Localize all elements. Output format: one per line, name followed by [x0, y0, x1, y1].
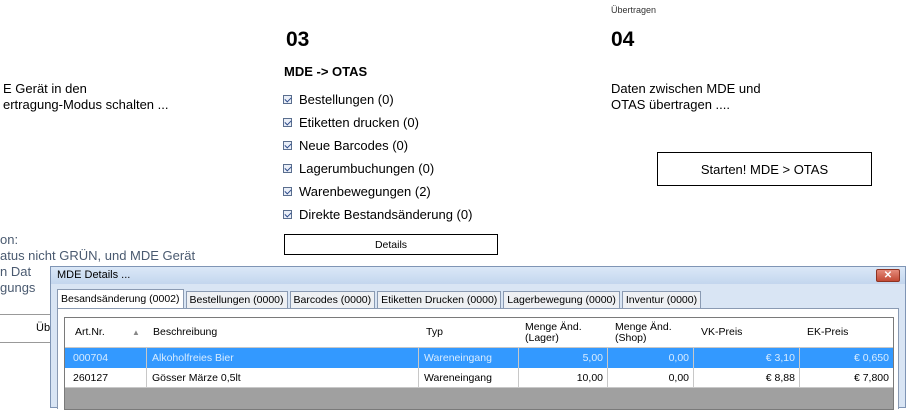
left-step-line2: ertragung-Modus schalten ...	[3, 97, 169, 112]
tab-lagerbewegung[interactable]: Lagerbewegung (0000)	[503, 291, 620, 308]
cell-ek-preis: € 0,650	[853, 352, 889, 364]
checkbox-checked-icon[interactable]	[283, 164, 292, 173]
checkbox-bestellungen[interactable]	[283, 89, 394, 109]
start-transfer-button[interactable]: Starten! MDE > OTAS	[657, 152, 872, 186]
checkbox-lagerumbuchungen[interactable]	[283, 158, 434, 178]
status-hint-line3: n Dat	[0, 264, 32, 279]
dialog-titlebar[interactable]	[51, 267, 905, 284]
column-header-vk-preis[interactable]: VK-Preis	[701, 326, 743, 338]
cell-typ: Wareneingang	[419, 368, 519, 388]
status-hint-line1: on:	[0, 232, 19, 247]
checkbox-label: Bestellungen (0)	[299, 91, 394, 107]
checkbox-etiketten[interactable]	[283, 112, 419, 132]
checkbox-label: Direkte Bestandsänderung (0)	[299, 206, 473, 222]
table-row[interactable]	[65, 368, 893, 388]
checkbox-checked-icon[interactable]	[283, 141, 292, 150]
column-header-menge-lager[interactable]: Menge Änd. (Lager)	[525, 320, 582, 344]
step-03-heading: MDE -> OTAS	[284, 64, 368, 79]
column-header-menge-shop[interactable]: Menge Änd. (Shop)	[615, 320, 672, 344]
sort-ascending-icon: ▲	[132, 328, 140, 337]
tab-inventur[interactable]: Inventur (0000)	[622, 291, 701, 308]
cell-menge-lager: 5,00	[519, 348, 608, 368]
column-header-beschreibung[interactable]: Beschreibung	[153, 326, 218, 338]
details-grid	[64, 317, 894, 410]
checkbox-barcodes[interactable]	[283, 135, 408, 155]
checkbox-label: Lagerumbuchungen (0)	[299, 160, 435, 176]
step-04-text-line1: Daten zwischen MDE und	[611, 81, 761, 96]
checkbox-label: Etiketten drucken (0)	[299, 114, 419, 130]
checkbox-label: Neue Barcodes (0)	[299, 137, 409, 153]
button-fragment-label: Üb	[36, 322, 51, 334]
tab-bestandsaenderung[interactable]: Besandsänderung (0002)	[57, 289, 184, 308]
details-button[interactable]: Details	[284, 234, 498, 255]
checkbox-checked-icon[interactable]	[283, 95, 292, 104]
uebertragen-button-fragment[interactable]	[0, 314, 50, 343]
checkbox-checked-icon[interactable]	[283, 210, 292, 219]
cell-menge-shop: 0,00	[608, 348, 694, 368]
checkbox-checked-icon[interactable]	[283, 187, 292, 196]
cell-beschreibung: Gösser Märze 0,5lt	[147, 368, 419, 388]
cell-art-nr: 260127	[65, 368, 147, 388]
step-04-number: 04	[611, 28, 635, 51]
step-03-number: 03	[286, 28, 310, 51]
mde-details-dialog	[50, 266, 906, 408]
column-header-typ[interactable]: Typ	[426, 326, 443, 338]
status-hint-line4: gungs	[0, 280, 36, 295]
cell-art-nr: 000704	[65, 348, 147, 368]
cell-vk-preis: € 3,10	[694, 348, 800, 368]
cell-vk-preis: € 8,88	[694, 368, 800, 388]
column-header-ek-preis[interactable]: EK-Preis	[807, 326, 849, 338]
checkbox-checked-icon[interactable]	[283, 118, 292, 127]
status-hint-line2: atus nicht GRÜN, und MDE Gerät	[0, 248, 196, 263]
cell-beschreibung: Alkoholfreies Bier	[147, 348, 419, 368]
left-step-line1: E Gerät in den	[3, 81, 87, 96]
checkbox-bestandsaenderung[interactable]	[283, 204, 472, 224]
dialog-title: MDE Details ...	[57, 269, 131, 281]
tab-panel	[57, 308, 899, 409]
cut-off-label: Übertragen	[611, 5, 657, 15]
close-icon[interactable]: ✕	[876, 269, 900, 282]
step-04-text-line2: OTAS übertragen ....	[611, 97, 730, 112]
column-header-art-nr[interactable]: Art.Nr.	[75, 326, 105, 338]
grid-header	[65, 318, 893, 348]
tab-bar	[57, 290, 703, 308]
tab-bestellungen[interactable]: Bestellungen (0000)	[186, 291, 288, 308]
cell-ek-preis: € 7,800	[800, 368, 893, 388]
table-row[interactable]	[65, 348, 893, 368]
cell-typ: Wareneingang	[419, 348, 519, 368]
tab-barcodes[interactable]: Barcodes (0000)	[290, 291, 376, 308]
cell-menge-shop: 0,00	[608, 368, 694, 388]
checkbox-label: Warenbewegungen (2)	[299, 183, 431, 199]
tab-etiketten-drucken[interactable]: Etiketten Drucken (0000)	[377, 291, 501, 308]
checkbox-warenbewegungen[interactable]	[283, 181, 431, 201]
cell-menge-lager: 10,00	[519, 368, 608, 388]
